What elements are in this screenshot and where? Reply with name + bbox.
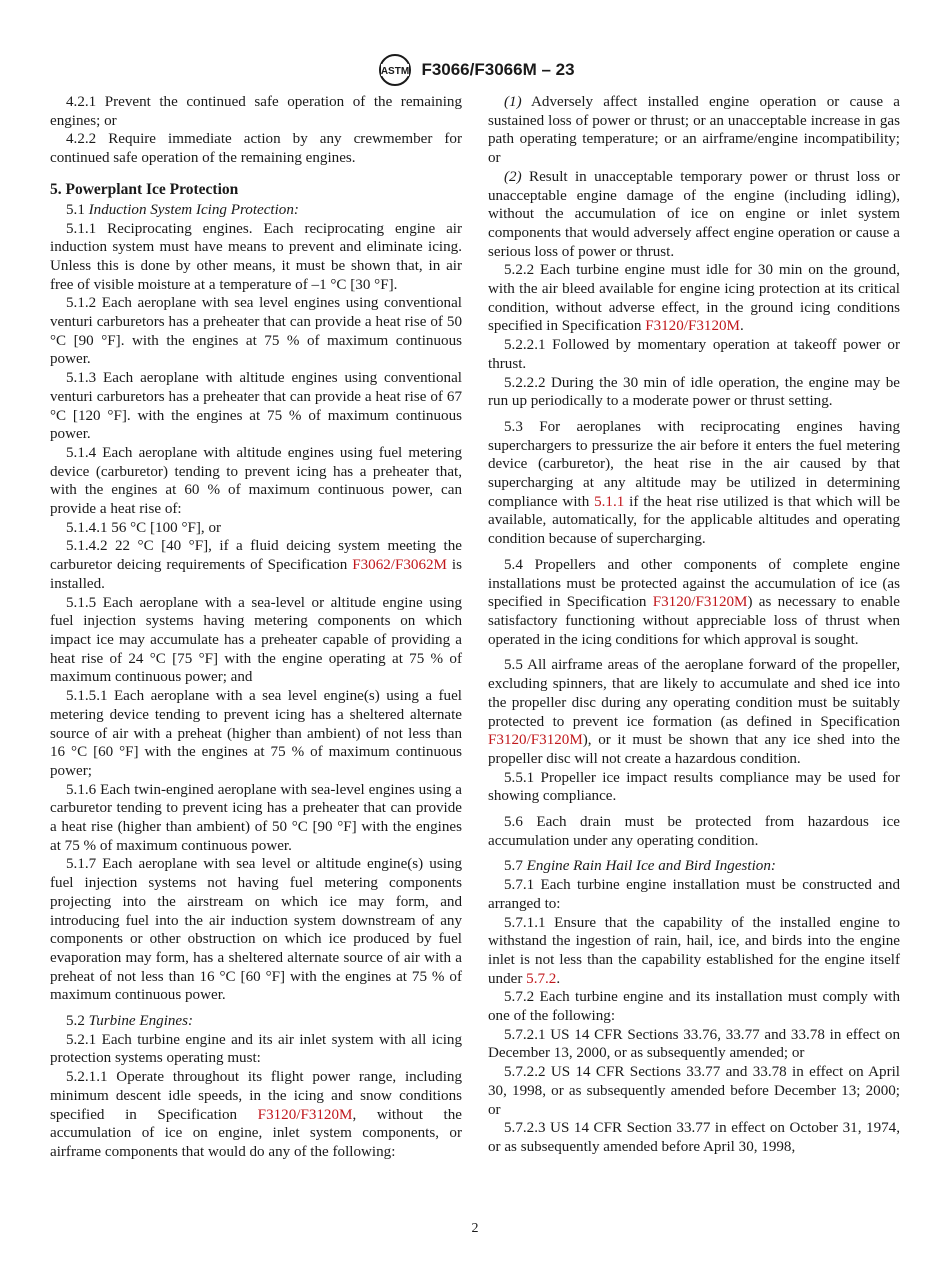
right-column bbox=[488, 93, 900, 1157]
paragraph-5-1-2: 5.1.2 Each aeroplane with sea level engines using conventional venturi carburetors has a preheater that can provide a heat rise of 50 °C [90 °F]. with the engines at 75 % of maximum continuous power. bbox=[50, 295, 462, 368]
paragraph-5-2-1: 5.2.1 Each turbine engine and its air inlet system with all icing protection systems operating must: bbox=[50, 1031, 462, 1067]
paragraph-5-4: 5.4 Propellers and other components of complete engine installations must be protected against the accumulation of ice (as specified in Specification F3120/F3120M) as necessary to enable satisfactory functioning without appreciable loss of thrust when operated in the icing conditions for which approval is sought. bbox=[488, 556, 900, 648]
reference-link[interactable]: F3120/F3120M bbox=[488, 732, 583, 749]
item-2: (2) Result in unacceptable temporary power or thrust loss or unacceptable engine damage of the engine (including idling), without the accumulation of ice on engine or inlet system components that would adversely affect engine operation or cause a serious loss of power or thrust. bbox=[488, 168, 900, 260]
paragraph-5-1-1: 5.1.1 Reciprocating engines. Each reciprocating engine air induction system must have means to prevent and eliminate icing. Unless this is done by other means, it must be shown that, in air free of visible moisture at a temperature of –1 °C [30 °F]. bbox=[50, 220, 462, 293]
paragraph-5-1-5: 5.1.5 Each aeroplane with a sea-level or altitude engine using fuel injection systems having metering components on which impact ice may accumulate has a preheater capable of providing a heat rise of 24 °C [75 °F] with the engine operating at 75 % of maximum continuous power; and bbox=[50, 594, 462, 686]
reference-link[interactable]: F3062/F3062M bbox=[352, 557, 447, 574]
paragraph-5-1-5-1: 5.1.5.1 Each aeroplane with a sea level engine(s) using a fuel metering device tending to prevent icing has a sheltered alternate source of air with a preheat (higher than ambient) of not less than 16 °C [60 °F] with the engines at 75 % of maximum continuous power; bbox=[50, 688, 462, 779]
page-number: 2 bbox=[471, 1221, 479, 1236]
standard-designation: F3066/F3066M – 23 bbox=[421, 60, 575, 79]
reference-link[interactable]: 5.7.2 bbox=[526, 970, 557, 987]
reference-link[interactable]: F3120/F3120M bbox=[652, 594, 748, 611]
paragraph-5-7-1-1: 5.7.1.1 Ensure that the capability of the installed engine to withstand the ingestion of rain, hail, ice, and birds into the engine inlet is not less than the capability established for the engine itself under 5.7.2. bbox=[488, 914, 900, 987]
left-column bbox=[50, 93, 462, 1162]
section-5-heading: 5. Powerplant Ice Protection bbox=[50, 180, 239, 198]
paragraph-5-5: 5.5 All airframe areas of the aeroplane forward of the propeller, excluding spinners, that are likely to accumulate and shed ice into the propeller disc during any operating condition must be suitably protected to prevent ice formation (as defined in Specification F3120/F3120M), or it must be shown that any ice shed into the propeller disc will not create a hazardous condition. bbox=[488, 657, 900, 767]
paragraph-5-7-1: 5.7.1 Each turbine engine installation must be constructed and arranged to: bbox=[488, 877, 900, 912]
paragraph-5-3: 5.3 For aeroplanes with reciprocating engines having superchargers to pressurize the air before it enters the fuel metering device (carburetor), the heat rise in the air caused by that supercharging at any altitude may be utilized in determining compliance with 5.1.1 if the heat rise utilized is that which will be available, automatically, for the applicable altitudes and operating condition because of supercharging. bbox=[488, 418, 900, 548]
paragraph-5-6: 5.6 Each drain must be protected from hazardous ice accumulation under any operating condition. bbox=[488, 814, 900, 849]
paragraph-5-5-1: 5.5.1 Propeller ice impact results compliance may be used for showing compliance. bbox=[488, 769, 900, 805]
astm-logo-icon bbox=[375, 52, 415, 88]
paragraph-5-2-2-1: 5.2.2.1 Followed by momentary operation at takeoff power or thrust. bbox=[488, 337, 900, 372]
reference-link[interactable]: F3120/F3120M bbox=[645, 318, 740, 335]
item-1: (1) Adversely affect installed engine operation or cause a sustained loss of power or thrust; or an unacceptable increase in gas path operating temperature; or an airframe/engine incompatibility; or bbox=[488, 94, 900, 167]
paragraph-5-7-2: 5.7.2 Each turbine engine and its installation must comply with one of the following: bbox=[488, 989, 900, 1025]
paragraph-5-2-2-2: 5.2.2.2 During the 30 min of idle operation, the engine may be run up periodically to a moderate power or thrust setting. bbox=[488, 374, 900, 410]
reference-link[interactable]: 5.1.1 bbox=[594, 493, 625, 510]
paragraph-5-2-2: 5.2.2 Each turbine engine must idle for 30 min on the ground, with the air bleed available for engine icing protection at its critical condition, without adverse effect, in the ground icing conditions specified in Specification F3120/F3120M. bbox=[488, 262, 900, 335]
paragraph-5-1-6: 5.1.6 Each twin-engined aeroplane with sea-level engines using a carburetor tending to prevent icing has a preheater that can provide a heat rise (higher than ambient) of 50 °C [90 °F] with the engines at 75 % of maximum continuous power. bbox=[50, 781, 462, 854]
reference-link[interactable]: F3120/F3120M bbox=[257, 1106, 353, 1123]
paragraph-5-1-4: 5.1.4 Each aeroplane with altitude engines using fuel metering device (carburetor) tending to prevent icing has a preheater that, with the engines at 60 % of maximum continuous power, can provide a heat rise of: bbox=[50, 444, 462, 518]
paragraph-5-7-2-3: 5.7.2.3 US 14 CFR Section 33.77 in effect on October 31, 1974, or as subsequently amended before April 30, 1998, bbox=[488, 1120, 900, 1155]
paragraph-4-2-2: 4.2.2 Require immediate action by any crewmember for continued safe operation of the remaining engines. bbox=[50, 131, 462, 167]
paragraph-4-2-1: 4.2.1 Prevent the continued safe operation of the remaining engines; or bbox=[50, 94, 462, 129]
paragraph-5-1-3: 5.1.3 Each aeroplane with altitude engines using conventional venturi carburetors has a preheater that can provide a heat rise of 67 °C [120 °F]. with the engines at 75 % of maximum continuous power. bbox=[50, 370, 462, 443]
paragraph-5-1: 5.1 Induction System Icing Protection: bbox=[66, 201, 299, 218]
paragraph-5-2-1-1: 5.2.1.1 Operate throughout its flight power range, including minimum descent idle speeds, in the icing and snow conditions specified in Specification F3120/F3120M, without the accumulation of ice on engine, inlet system components, or airframe components that would do any of the following: bbox=[50, 1069, 462, 1160]
paragraph-5-7: 5.7 Engine Rain Hail Ice and Bird Ingestion: bbox=[504, 858, 776, 875]
svg-text:ASTM: ASTM bbox=[381, 66, 410, 77]
paragraph-5-7-2-1: 5.7.2.1 US 14 CFR Sections 33.76, 33.77 and 33.78 in effect on December 13, 2000, or as subsequently amended; or bbox=[488, 1026, 900, 1062]
paragraph-5-1-4-2: 5.1.4.2 22 °C [40 °F], if a fluid deicing system meeting the carburetor deicing requirements of Specification F3062/F3062M is installed. bbox=[50, 538, 463, 592]
paragraph-5-1-7: 5.1.7 Each aeroplane with sea level or altitude engine(s) using fuel injection systems not having fuel metering components projecting into the airstream on which ice may form, and introducing fuel into the air induction system downstream of any components or other obstruction on which ice produced by fuel evaporation may form, has a sheltered alternate source of air with a preheat of not less than 16 °C [60 °F] with the engines at 75 % of maximum continuous power. bbox=[50, 856, 462, 1004]
paragraph-5-7-2-2: 5.7.2.2 US 14 CFR Sections 33.77 and 33.78 in effect on April 30, 1998, or as subsequently amended before December 13; 2000; or bbox=[488, 1064, 900, 1118]
paragraph-5-2: 5.2 Turbine Engines: bbox=[66, 1013, 194, 1030]
page-header bbox=[0, 50, 950, 90]
paragraph-5-1-4-1: 5.1.4.1 56 °C [100 °F], or bbox=[66, 519, 222, 536]
